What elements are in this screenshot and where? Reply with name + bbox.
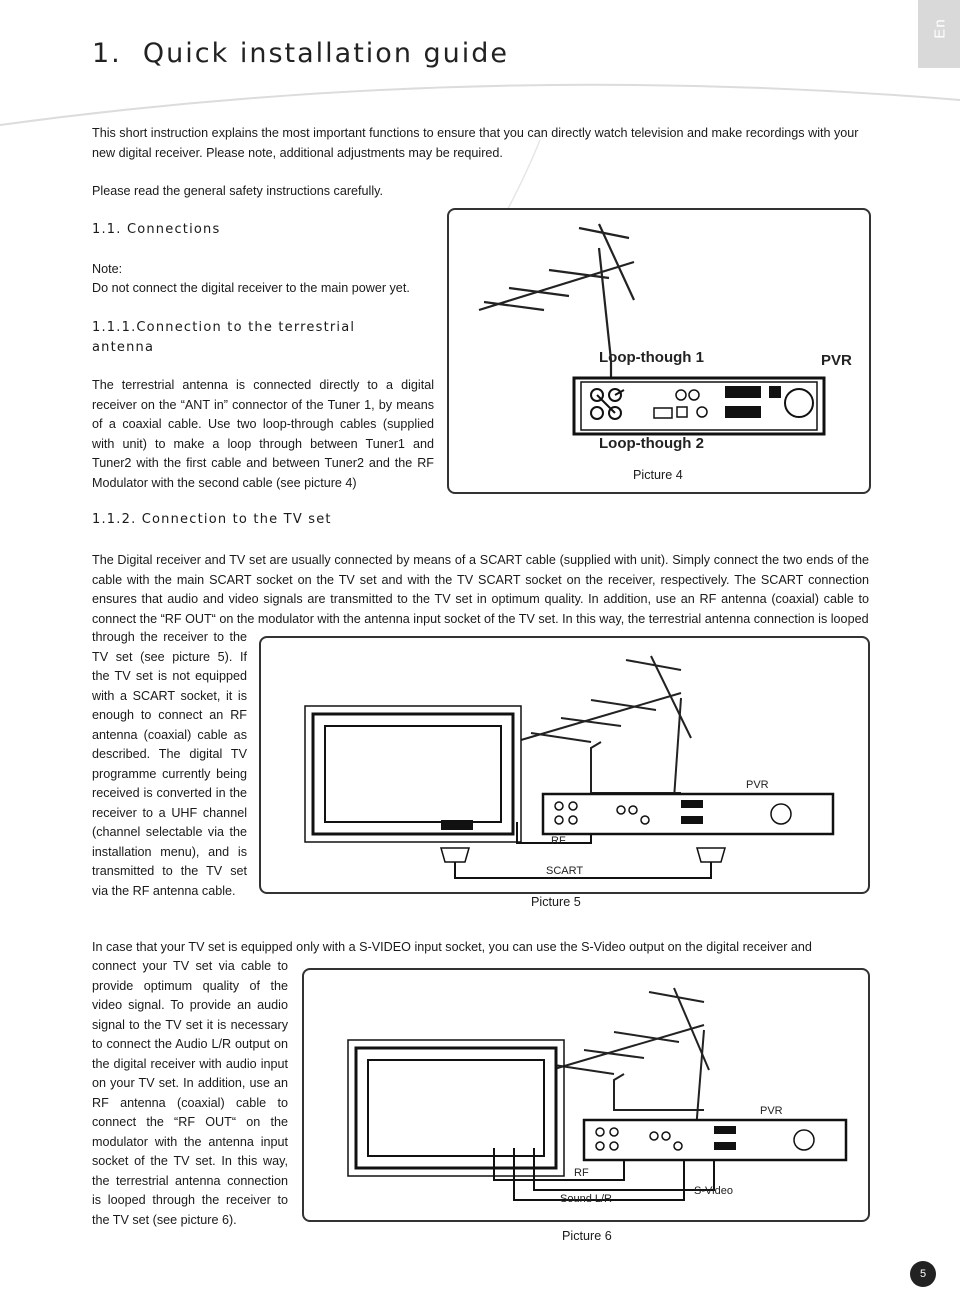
picture-5-caption: Picture 5 xyxy=(531,895,581,909)
picture-4-diagram xyxy=(449,210,869,492)
picture-5-diagram xyxy=(261,638,868,892)
picture-4-frame xyxy=(447,208,871,494)
language-tab-label: En xyxy=(931,18,949,39)
page-number: 5 xyxy=(910,1261,936,1287)
picture-4-caption: Picture 4 xyxy=(633,468,683,482)
rf-label: RF xyxy=(551,835,566,847)
picture-6-caption: Picture 6 xyxy=(562,1229,612,1243)
svideo-paragraph-continued: connect your TV set via cable to provide optimum quality of the video signal. To provide an audio signal to the TV set it is necessary to connect the Audio L/R output on the digital receiver with audio input on your TV set. In addition, use an RF antenna (coaxial) cable to connect the “RF OUT“ on the modulator with the antenna input socket of the TV set. In this way, the terrestrial antenna connection is looped through the receiver to the TV set (see picture 6). xyxy=(92,959,288,1227)
note-text: Do not connect the digital receiver to the main power yet. xyxy=(92,281,410,295)
scart-label: SCART xyxy=(546,865,584,877)
section-heading-tv-set: 1.1.2. Connection to the TV set xyxy=(92,512,332,527)
picture-5-frame xyxy=(259,636,870,894)
sound-label: Sound L/R xyxy=(560,1193,612,1205)
loop-2-label: Loop-though 2 xyxy=(599,435,704,452)
tv-set-paragraph: The Digital receiver and TV set are usually connected by means of a SCART cable (supplied with unit). Simply connect the two ends of the cable with the main SCART socket on the TV set and with the TV SCART socket on the receiver, respectively. The SCART connection ensures that audio and video signals are transmitted to the TV set in optimum quality. In addition, use an RF antenna (coaxial) cable to connect the “RF OUT“ on the modulator with the antenna input socket of the TV set. In this way, the terrestrial antenna connection is looped xyxy=(92,553,869,626)
language-tab xyxy=(918,0,960,68)
intro-paragraph: This short instruction explains the most important functions to ensure that you can directly watch television and make recordings with your new digital receiver. Please note, additional adjustments may be required. xyxy=(92,126,859,160)
pvr-label: PVR xyxy=(746,779,769,791)
loop-1-label: Loop-though 1 xyxy=(599,349,704,366)
note-label: Note: xyxy=(92,262,123,276)
picture-6-frame xyxy=(302,968,870,1222)
pvr-label: PVR xyxy=(760,1105,783,1117)
rf-label: RF xyxy=(574,1167,589,1179)
section-heading-terrestrial: 1.1.1.Connection to the terrestrial antenna xyxy=(92,320,356,355)
safety-paragraph: Please read the general safety instructions carefully. xyxy=(92,184,383,198)
tv-set-paragraph-continued: through the receiver to the TV set (see picture 5). If the TV set is not equipped with a SCART socket, it is enough to connect an RF antenna (coaxial) cable as described. The digital TV programme currently being received is converted in the receiver to a UHF channel (channel selectable via the installation menu), and is transmitted to the TV set via the RF antenna cable. xyxy=(92,630,247,898)
pvr-label: PVR xyxy=(821,352,852,369)
svideo-label: S-Video xyxy=(694,1185,733,1197)
svideo-paragraph: In case that your TV set is equipped only with a S-VIDEO input socket, you can use the S-Video output on the digital receiver and xyxy=(92,940,812,954)
picture-6-diagram xyxy=(304,970,868,1220)
terrestrial-paragraph: The terrestrial antenna is connected directly to a digital receiver on the “ANT in” connector of the Tuner 1, by means of a coaxial cable. Use two loop-through cables (supplied with unit) to make a loop through between Tuner1 and Tuner2 with the first cable and between Tuner2 and the RF Modulator with the second cable (see picture 4) xyxy=(92,378,434,490)
section-heading-connections: 1.1. Connections xyxy=(92,222,221,237)
page-title: 1. Quick installation guide xyxy=(92,38,510,69)
